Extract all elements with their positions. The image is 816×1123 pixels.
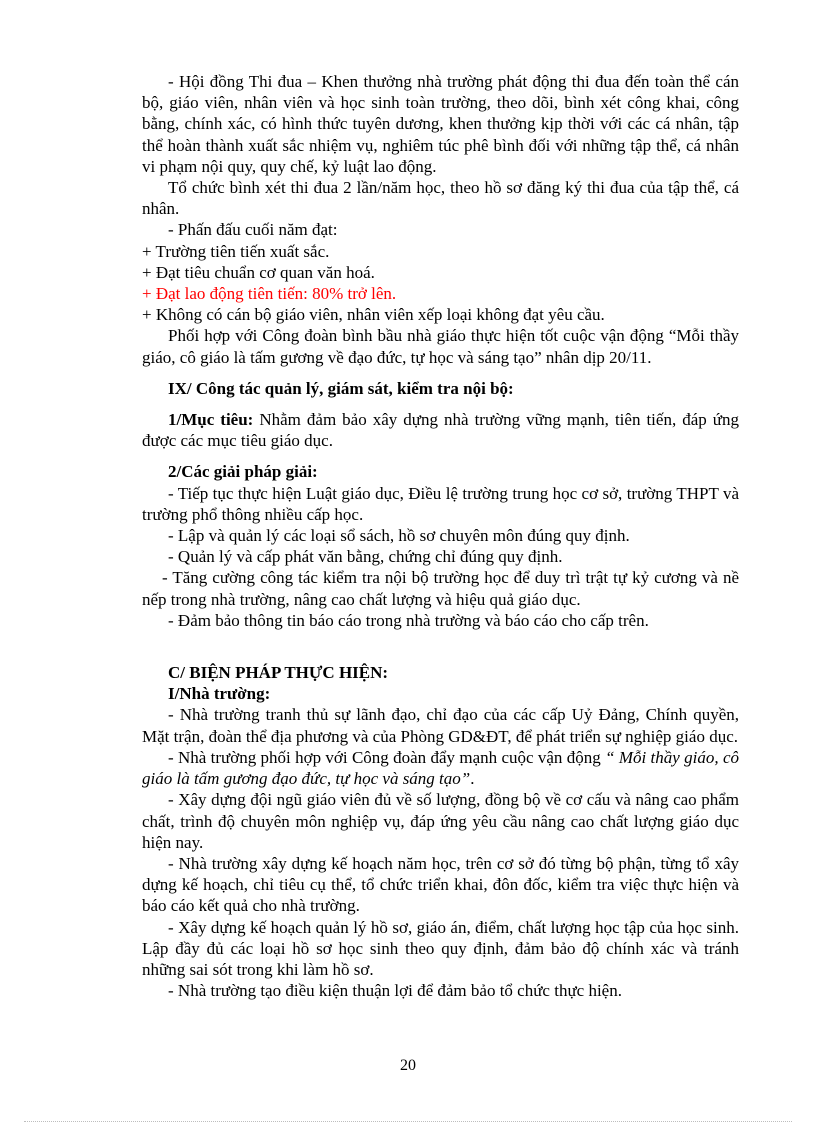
text-run: C/ BIỆN PHÁP THỰC HIỆN: bbox=[168, 663, 389, 683]
text-run: - Nhà trường tạo điều kiện thuận lợi để đảm bảo tổ chức thực hiện. bbox=[168, 981, 622, 1001]
page-number: 20 bbox=[400, 1057, 416, 1074]
text-run: 2/Các giải pháp giải: bbox=[168, 462, 318, 482]
paragraph bbox=[142, 378, 739, 399]
document-body bbox=[142, 71, 739, 1001]
paragraph bbox=[142, 304, 739, 325]
text-run: IX/ Công tác quản lý, giám sát, kiểm tra nội bộ: bbox=[168, 378, 514, 398]
text-run: - Đảm bảo thông tin báo cáo trong nhà trường và báo cáo cho cấp trên. bbox=[168, 610, 649, 630]
text-run: Phối hợp với Công đoàn bình bầu nhà giáo thực hiện tốt cuộc vận động “Mỗi thầy giáo, cô giáo là tấm gương về đạo đức, tự học và sáng tạo” nhân dịp 20/11. bbox=[142, 326, 739, 367]
paragraph bbox=[142, 704, 739, 746]
text-run: - Tăng cường công tác kiểm tra nội bộ trường học để duy trì trật tự kỷ cương và nề nếp trong nhà trường, nâng cao chất lượng và hiệu quả giáo dục. bbox=[142, 568, 739, 609]
text-run: - Xây dựng kế hoạch quản lý hồ sơ, giáo án, điểm, chất lượng học tập của học sinh. Lập đầy đủ các loại hồ sơ học sinh theo quy định, đảm bảo độ chính xác và tránh những sai sót trong khi làm hồ sơ. bbox=[142, 917, 739, 979]
paragraph bbox=[142, 483, 739, 525]
page-bottom-divider bbox=[24, 1121, 792, 1122]
paragraph bbox=[142, 71, 739, 177]
text-run: I/Nhà trường: bbox=[168, 684, 271, 704]
text-run: Tổ chức bình xét thi đua 2 lần/năm học, theo hồ sơ đăng ký thi đua của tập thể, cá nhân. bbox=[142, 178, 739, 219]
text-run: - Lập và quản lý các loại sổ sách, hồ sơ chuyên môn đúng quy định. bbox=[168, 526, 630, 546]
text-run: - Quản lý và cấp phát văn bằng, chứng chỉ đúng quy định. bbox=[168, 547, 563, 567]
text-run: “ Mỗi thầy giáo, cô giáo là tấm gương đạo đức, tự học và sáng tạo” bbox=[142, 747, 739, 789]
text-run: + Trường tiên tiến xuất sắc. bbox=[142, 241, 330, 261]
paragraph bbox=[142, 546, 739, 567]
paragraph bbox=[142, 409, 739, 451]
text-run: - Nhà trường phối hợp với Công đoàn đẩy mạnh cuộc vận động bbox=[168, 747, 606, 767]
paragraph bbox=[142, 683, 739, 704]
paragraph bbox=[142, 461, 739, 482]
paragraph bbox=[142, 853, 739, 917]
paragraph bbox=[142, 525, 739, 546]
paragraph bbox=[142, 325, 739, 367]
text-run: - Tiếp tục thực hiện Luật giáo dục, Điều lệ trường trung học cơ sở, trường THPT và trường phổ thông nhiều cấp học. bbox=[142, 483, 739, 524]
text-run: - Nhà trường tranh thủ sự lãnh đạo, chỉ đạo của các cấp Uỷ Đảng, Chính quyền, Mặt trận, đoàn thể địa phương và của Phòng GD&ĐT, để phát triển sự nghiệp giáo dục. bbox=[142, 705, 739, 746]
paragraph bbox=[142, 662, 739, 683]
text-run: - Phấn đấu cuối năm đạt: bbox=[168, 220, 338, 240]
paragraph bbox=[142, 747, 739, 789]
paragraph bbox=[142, 241, 739, 262]
text-run: + Đạt tiêu chuẩn cơ quan văn hoá. bbox=[142, 262, 375, 282]
paragraph bbox=[142, 262, 739, 283]
paragraph bbox=[142, 789, 739, 853]
paragraph bbox=[142, 283, 739, 304]
paragraph bbox=[142, 567, 739, 609]
paragraph bbox=[142, 980, 739, 1001]
text-run: . bbox=[470, 769, 475, 789]
text-run: + Đạt lao động tiên tiến: 80% trở lên. bbox=[142, 284, 397, 304]
paragraph bbox=[142, 177, 739, 219]
text-run: - Xây dựng đội ngũ giáo viên đủ về số lượng, đồng bộ về cơ cấu và nâng cao phẩm chất, trình độ chuyên môn nghiệp vụ, đáp ứng yêu cầu nâng cao chất lượng giáo dục hiện nay. bbox=[142, 790, 739, 852]
paragraph bbox=[142, 917, 739, 981]
text-run: Nhằm đảm bảo xây dựng nhà trường vững mạnh, tiên tiến, đáp ứng được các mục tiêu giáo dục. bbox=[142, 410, 739, 451]
text-run: + Không có cán bộ giáo viên, nhân viên xếp loại không đạt yêu cầu. bbox=[142, 305, 605, 325]
paragraph bbox=[142, 219, 739, 240]
paragraph bbox=[142, 610, 739, 631]
text-run: 1/Mục tiêu: bbox=[168, 410, 254, 430]
text-run: - Nhà trường xây dựng kế hoạch năm học, trên cơ sở đó từng bộ phận, từng tổ xây dựng kế hoạch, chỉ tiêu cụ thể, tổ chức triển khai, đôn đốc, kiểm tra việc thực hiện và báo cáo kết quả cho nhà trường. bbox=[142, 853, 739, 916]
text-run: - Hội đồng Thi đua – Khen thưởng nhà trường phát động thi đua đến toàn thể cán bộ, giáo viên, nhân viên và học sinh toàn trường, theo dõi, bình xét công khai, công bằng, chính xác, có hình thức tuyên dương, khen thưởng kịp thời với các cá nhân, tập thể hoàn thành xuất sắc nhiệm vụ, nghiêm túc phê bình đối với những tập thể, cá nhân vi phạm nội quy, quy chế, kỷ luật lao động. bbox=[142, 72, 739, 176]
